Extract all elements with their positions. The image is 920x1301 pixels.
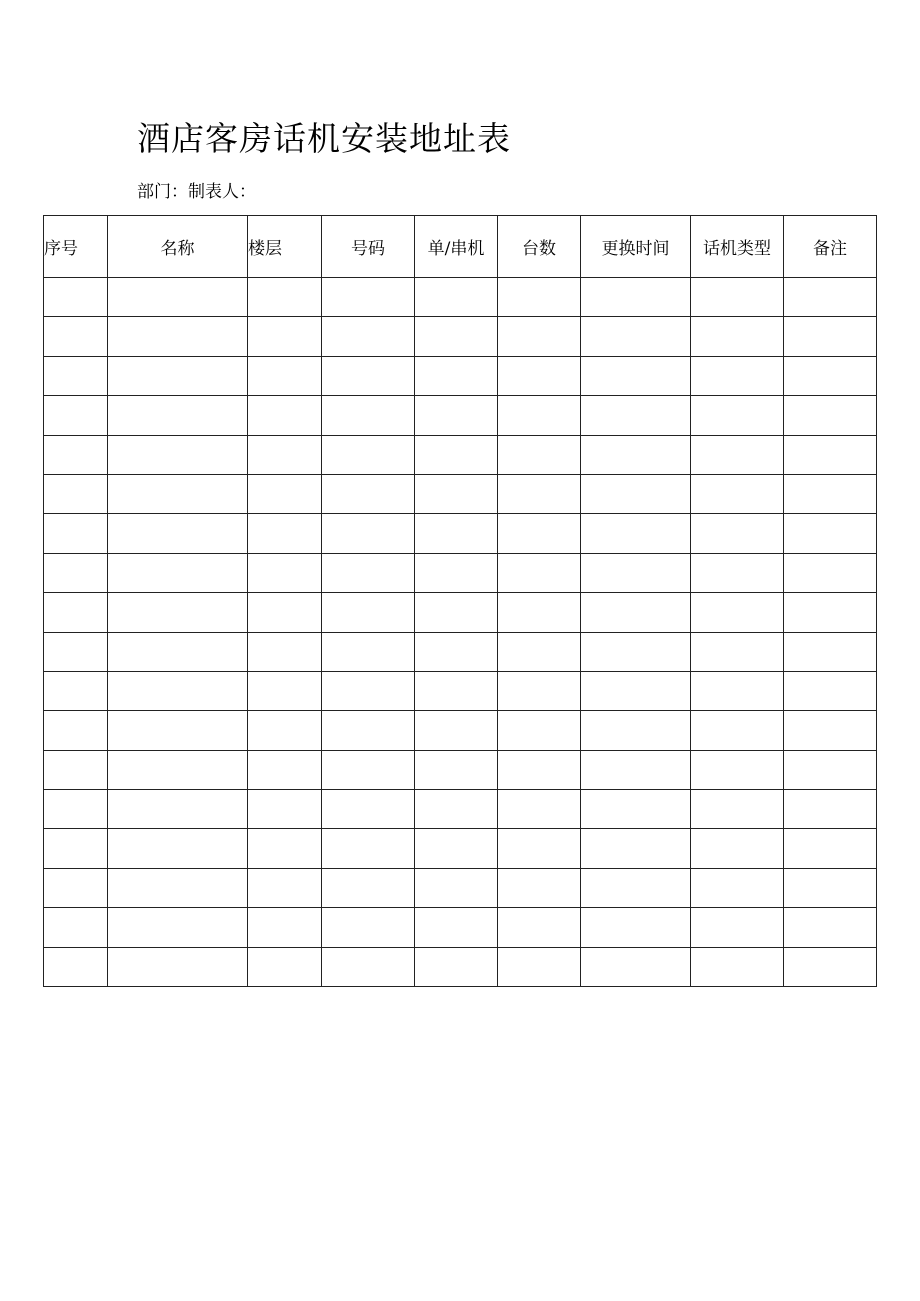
table-cell[interactable] xyxy=(248,317,322,356)
table-row xyxy=(44,278,877,317)
table-cell[interactable] xyxy=(784,278,877,317)
table-cell[interactable] xyxy=(248,278,322,317)
table-cell[interactable] xyxy=(108,435,248,474)
table-cell[interactable] xyxy=(415,790,498,829)
table-cell[interactable] xyxy=(248,711,322,750)
table-cell[interactable] xyxy=(691,593,784,632)
table-cell[interactable] xyxy=(581,396,691,435)
table-cell[interactable] xyxy=(581,711,691,750)
table-cell[interactable] xyxy=(498,908,581,947)
table-cell[interactable] xyxy=(691,829,784,868)
table-cell[interactable] xyxy=(415,671,498,710)
table-row xyxy=(44,356,877,395)
table-cell[interactable] xyxy=(784,750,877,789)
table-cell[interactable] xyxy=(248,947,322,986)
table-cell[interactable] xyxy=(784,474,877,513)
table-cell[interactable] xyxy=(498,868,581,907)
table-cell[interactable] xyxy=(784,632,877,671)
table-cell[interactable] xyxy=(581,593,691,632)
table-cell[interactable] xyxy=(498,356,581,395)
table-cell[interactable] xyxy=(108,317,248,356)
table-cell[interactable] xyxy=(784,514,877,553)
table-cell[interactable] xyxy=(108,868,248,907)
table-cell[interactable] xyxy=(322,947,415,986)
table-cell[interactable] xyxy=(691,396,784,435)
table-cell[interactable] xyxy=(248,750,322,789)
table-cell[interactable] xyxy=(415,750,498,789)
table-cell[interactable] xyxy=(581,278,691,317)
table-cell[interactable] xyxy=(322,474,415,513)
table-cell[interactable] xyxy=(691,632,784,671)
table-cell[interactable] xyxy=(581,474,691,513)
table-cell[interactable] xyxy=(498,947,581,986)
table-cell[interactable] xyxy=(498,474,581,513)
header-floor: 楼层 xyxy=(248,216,322,278)
table-body xyxy=(44,278,877,987)
table-cell[interactable] xyxy=(498,829,581,868)
table-cell[interactable] xyxy=(322,750,415,789)
table-cell[interactable] xyxy=(784,593,877,632)
table-cell[interactable] xyxy=(248,553,322,592)
table-cell[interactable] xyxy=(248,356,322,395)
table-cell[interactable] xyxy=(498,514,581,553)
table-cell[interactable] xyxy=(44,790,108,829)
table-cell[interactable] xyxy=(415,829,498,868)
table-row xyxy=(44,908,877,947)
table-row xyxy=(44,829,877,868)
table-cell[interactable] xyxy=(691,474,784,513)
table-cell[interactable] xyxy=(44,474,108,513)
table-cell[interactable] xyxy=(248,671,322,710)
table-cell[interactable] xyxy=(581,317,691,356)
table-cell[interactable] xyxy=(248,474,322,513)
table-cell[interactable] xyxy=(248,908,322,947)
table-row xyxy=(44,947,877,986)
table-cell[interactable] xyxy=(108,829,248,868)
table-cell[interactable] xyxy=(784,829,877,868)
table-cell[interactable] xyxy=(581,435,691,474)
table-cell[interactable] xyxy=(322,356,415,395)
table-cell[interactable] xyxy=(322,711,415,750)
phone-install-table xyxy=(43,215,877,987)
table-cell[interactable] xyxy=(322,278,415,317)
table-cell[interactable] xyxy=(691,356,784,395)
header-name: 名称 xyxy=(108,216,248,278)
table-cell[interactable] xyxy=(322,593,415,632)
table-cell[interactable] xyxy=(322,632,415,671)
table-row xyxy=(44,593,877,632)
header-number: 号码 xyxy=(322,216,415,278)
table-cell[interactable] xyxy=(784,435,877,474)
table-cell[interactable] xyxy=(248,435,322,474)
header-single-serial: 单/串机 xyxy=(415,216,498,278)
table-cell[interactable] xyxy=(691,671,784,710)
table-cell[interactable] xyxy=(248,632,322,671)
table-cell[interactable] xyxy=(44,553,108,592)
table-cell[interactable] xyxy=(498,593,581,632)
table-cell[interactable] xyxy=(784,671,877,710)
table-cell[interactable] xyxy=(415,593,498,632)
table-cell[interactable] xyxy=(691,790,784,829)
document-title: 酒店客房话机安装地址表 xyxy=(137,119,511,158)
table-cell[interactable] xyxy=(691,908,784,947)
table-row xyxy=(44,435,877,474)
table-cell[interactable] xyxy=(784,868,877,907)
table-cell[interactable] xyxy=(784,356,877,395)
table-cell[interactable] xyxy=(691,514,784,553)
table-cell[interactable] xyxy=(691,868,784,907)
table-cell[interactable] xyxy=(44,632,108,671)
table-cell[interactable] xyxy=(44,514,108,553)
table-cell[interactable] xyxy=(44,396,108,435)
table-cell[interactable] xyxy=(498,750,581,789)
header-remarks: 备注 xyxy=(784,216,877,278)
table-row xyxy=(44,317,877,356)
table-cell[interactable] xyxy=(581,553,691,592)
table-cell[interactable] xyxy=(415,868,498,907)
table-cell[interactable] xyxy=(322,317,415,356)
table-cell[interactable] xyxy=(44,750,108,789)
table-row xyxy=(44,632,877,671)
table-cell[interactable] xyxy=(248,868,322,907)
table-cell[interactable] xyxy=(498,632,581,671)
table-cell[interactable] xyxy=(581,868,691,907)
table-cell[interactable] xyxy=(691,711,784,750)
table-cell[interactable] xyxy=(691,278,784,317)
table-cell[interactable] xyxy=(498,671,581,710)
table-row xyxy=(44,514,877,553)
table-cell[interactable] xyxy=(248,396,322,435)
table-cell[interactable] xyxy=(498,317,581,356)
table-cell[interactable] xyxy=(415,278,498,317)
table-cell[interactable] xyxy=(498,435,581,474)
table-row xyxy=(44,868,877,907)
table-cell[interactable] xyxy=(581,671,691,710)
table-cell[interactable] xyxy=(498,553,581,592)
table-cell[interactable] xyxy=(415,317,498,356)
department-preparer-line: 部门：制表人： xyxy=(137,182,256,202)
table-cell[interactable] xyxy=(108,790,248,829)
table-cell[interactable] xyxy=(322,908,415,947)
table-cell[interactable] xyxy=(44,593,108,632)
table-cell[interactable] xyxy=(784,947,877,986)
table-cell[interactable] xyxy=(322,671,415,710)
table-row xyxy=(44,474,877,513)
table-cell[interactable] xyxy=(581,908,691,947)
table-cell[interactable] xyxy=(108,278,248,317)
table-cell[interactable] xyxy=(248,829,322,868)
table-cell[interactable] xyxy=(108,671,248,710)
table-cell[interactable] xyxy=(784,396,877,435)
table-cell[interactable] xyxy=(44,317,108,356)
table-cell[interactable] xyxy=(498,790,581,829)
table-cell[interactable] xyxy=(581,750,691,789)
table-cell[interactable] xyxy=(415,396,498,435)
table-cell[interactable] xyxy=(784,711,877,750)
header-phone-type: 话机类型 xyxy=(691,216,784,278)
table-cell[interactable] xyxy=(415,908,498,947)
table-cell[interactable] xyxy=(108,632,248,671)
table-cell[interactable] xyxy=(498,711,581,750)
table-cell[interactable] xyxy=(322,396,415,435)
table-cell[interactable] xyxy=(44,671,108,710)
table-cell[interactable] xyxy=(581,356,691,395)
table-cell[interactable] xyxy=(415,553,498,592)
table-cell[interactable] xyxy=(415,711,498,750)
table-cell[interactable] xyxy=(108,396,248,435)
header-replace-time: 更换时间 xyxy=(581,216,691,278)
table-cell[interactable] xyxy=(248,790,322,829)
table-cell[interactable] xyxy=(498,396,581,435)
table-cell[interactable] xyxy=(415,514,498,553)
table-cell[interactable] xyxy=(691,750,784,789)
table-cell[interactable] xyxy=(108,356,248,395)
table-cell[interactable] xyxy=(322,790,415,829)
table-cell[interactable] xyxy=(691,317,784,356)
table-cell[interactable] xyxy=(322,514,415,553)
table-cell[interactable] xyxy=(108,514,248,553)
table-cell[interactable] xyxy=(108,553,248,592)
table-row xyxy=(44,750,877,789)
table-cell[interactable] xyxy=(322,868,415,907)
table-cell[interactable] xyxy=(322,553,415,592)
table-cell[interactable] xyxy=(108,750,248,789)
table-cell[interactable] xyxy=(44,435,108,474)
table-cell[interactable] xyxy=(784,790,877,829)
table-cell[interactable] xyxy=(784,908,877,947)
header-serial-no: 序号 xyxy=(44,216,108,278)
table-cell[interactable] xyxy=(44,829,108,868)
table-cell[interactable] xyxy=(581,829,691,868)
table-row xyxy=(44,396,877,435)
table-cell[interactable] xyxy=(691,553,784,592)
table-row xyxy=(44,671,877,710)
table-cell[interactable] xyxy=(415,474,498,513)
table-cell[interactable] xyxy=(44,947,108,986)
table-cell[interactable] xyxy=(44,908,108,947)
table-cell[interactable] xyxy=(415,632,498,671)
table-header-row xyxy=(44,216,877,278)
table-cell[interactable] xyxy=(581,514,691,553)
table-cell[interactable] xyxy=(322,435,415,474)
table-cell[interactable] xyxy=(108,947,248,986)
table-cell[interactable] xyxy=(44,356,108,395)
table-row xyxy=(44,553,877,592)
table-cell[interactable] xyxy=(691,435,784,474)
table-cell[interactable] xyxy=(415,356,498,395)
table-cell[interactable] xyxy=(108,908,248,947)
table-cell[interactable] xyxy=(784,553,877,592)
table-cell[interactable] xyxy=(784,317,877,356)
table-cell[interactable] xyxy=(581,790,691,829)
table-row xyxy=(44,711,877,750)
table-cell[interactable] xyxy=(108,711,248,750)
table-cell[interactable] xyxy=(581,947,691,986)
table-cell[interactable] xyxy=(581,632,691,671)
table-cell[interactable] xyxy=(498,278,581,317)
table-cell[interactable] xyxy=(415,435,498,474)
table-cell[interactable] xyxy=(415,947,498,986)
table-cell[interactable] xyxy=(322,829,415,868)
table-cell[interactable] xyxy=(108,474,248,513)
table-cell[interactable] xyxy=(248,593,322,632)
table-cell[interactable] xyxy=(44,868,108,907)
table-cell[interactable] xyxy=(44,278,108,317)
table-cell[interactable] xyxy=(44,711,108,750)
table-row xyxy=(44,790,877,829)
table-cell[interactable] xyxy=(248,514,322,553)
table-cell[interactable] xyxy=(691,947,784,986)
header-quantity: 台数 xyxy=(498,216,581,278)
table-cell[interactable] xyxy=(108,593,248,632)
